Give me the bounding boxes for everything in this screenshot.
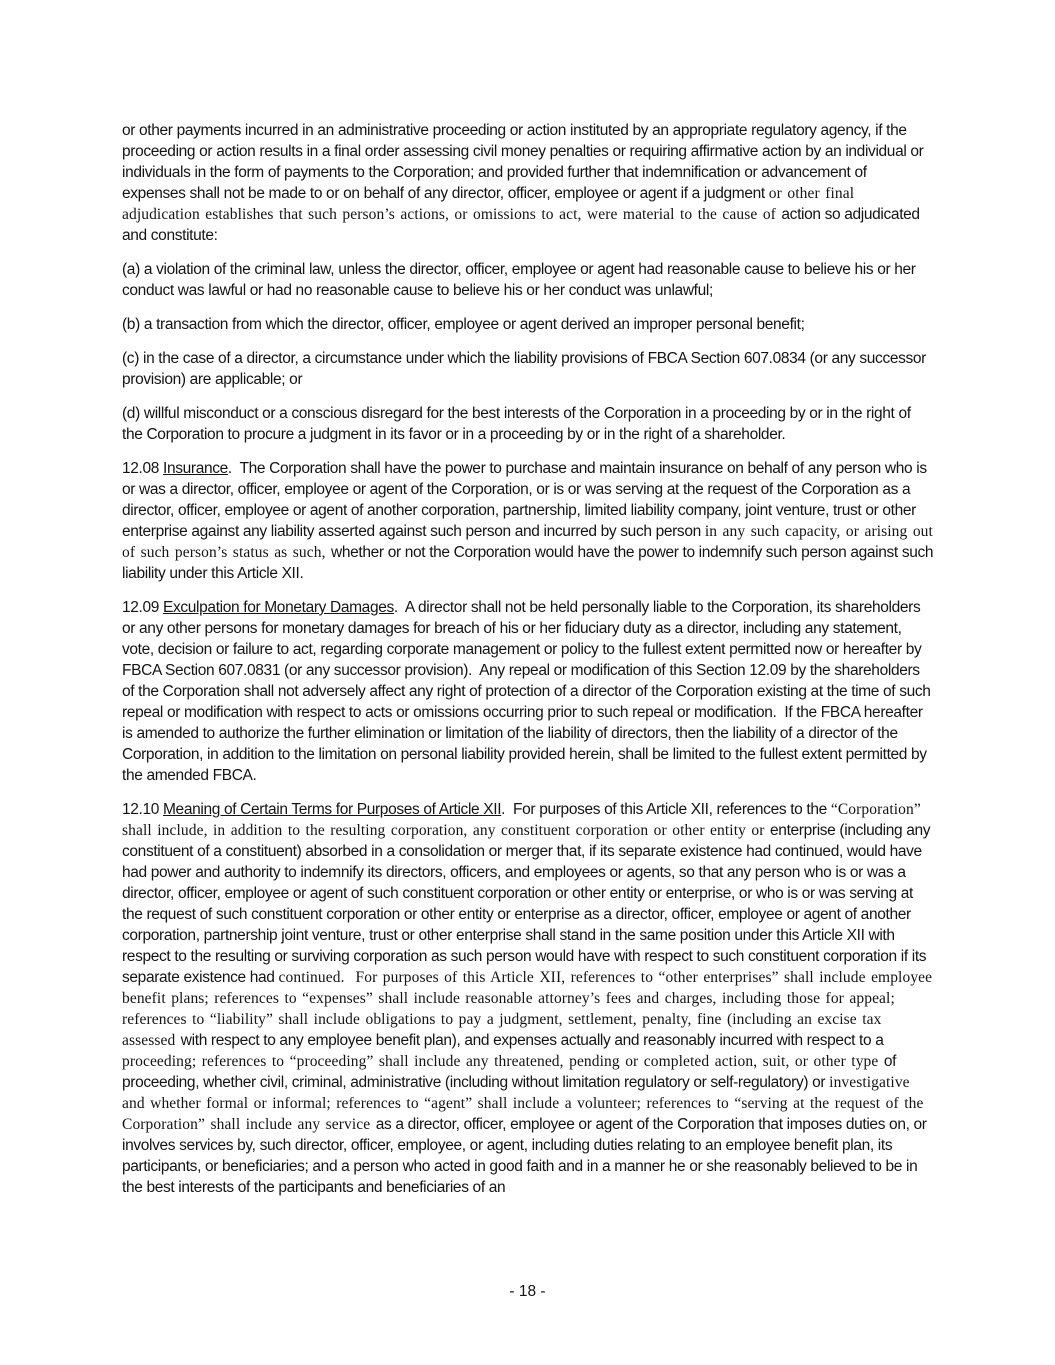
section-12-09-exculpation-for-monetary-damages — [122, 597, 934, 786]
text-run: whether or not the Corporation would have the power to indemnify such person against such liability under this Article XII. — [122, 544, 938, 582]
text-run: of proceeding, whether civil, criminal, administrative (including without limitation regulatory or self-regulatory) or — [122, 1053, 901, 1091]
text-run: (c) in the case of a director, a circumstance under which the liability provisions of FBCA Section 607.0834 (or any successor provision) are applicable; or — [122, 350, 930, 388]
text-run: . The Corporation shall have the power to purchase and maintain insurance on behalf of any person who is or was a director, officer, employee or agent of the Corporation, or is or was serving at the request of the Corporation as a director, officer, employee or agent of another corporation, partnership, limited liability company, joint venture, trust or other enterprise against any liability asserted against such person and incurred by such person — [122, 460, 931, 540]
text-run: (b) a transaction from which the director, officer, employee or agent derived an improper personal benefit; — [122, 316, 805, 333]
text-run: or other payments incurred in an administrative proceeding or action instituted by an appropriate regulatory agency, if the proceeding or action results in a final order assessing civil money penalties or requiring affirmative action by an individual or individuals in the form of payments to the Corporation; and provided further that indemnification or advancement of expenses shall not be made to or on behalf of any director, officer, employee or agent if a judgment — [122, 122, 928, 202]
text-run: continued. For purposes of this Article XII, references to “other enterprises” shall include employee benefit plans; references to “expenses” shall include reasonable attorney’s fees and charges, including those for appeal; references to “liability” shall include obligations to pay a judgment, settlement, penalty, fine (including an excise tax assessed — [122, 969, 938, 1049]
text-run: Meaning of Certain Terms for Purposes of Article XII — [163, 801, 502, 818]
list-item-a — [122, 259, 934, 301]
text-run: 12.09 — [122, 599, 163, 616]
text-run: enterprise (including any constituent of a constituent) absorbed in a consolidation or merger that, if its separate existence had continued, would have had power and authority to indemnify its directors, officers, and employees or agents, so that any person who is or was a director, officer, employee or agent of such constituent corporation or other entity or enterprise, or who is or was serving at the request of such constituent corporation or other entity or enterprise as a director, officer, employee or agent of another corporation, partnership joint venture, trust or other enterprise shall stand in the same position under this Article XII with respect to the resulting or surviving corporation as such person would have with respect to such constituent corporation if its separate existence had — [122, 822, 935, 986]
text-run: (d) willful misconduct or a conscious disregard for the best interests of the Corporation in a proceeding by or in the right of the Corporation to procure a judgment in its favor or in a proceeding by or in the right of a shareholder. — [122, 405, 915, 443]
text-run: in any such capacity, or arising out of such person’s status as such, — [122, 523, 939, 561]
text-run: 12.08 — [122, 460, 163, 477]
text-run: “Corporation” shall include, in addition to the resulting corporation, any constituent corporation or other entity or — [122, 801, 927, 839]
text-run: as a director, officer, employee or agent of the Corporation that imposes duties on, or involves services by, such director, officer, employee, or agent, including duties relating to an employee benefit plan, its participants, or beneficiaries; and a person who acted in good faith and in a manner he or she reasonably believed to be in the best interests of the participants and beneficiaries of an — [122, 1116, 931, 1196]
text-run: investigative and whether formal or informal; references to “agent” shall include a volunteer; references to “serving at the request of the Corporation” shall include any service — [122, 1074, 929, 1133]
text-run: action so adjudicated and constitute: — [122, 206, 924, 244]
page-number: - 18 - — [509, 1283, 546, 1300]
text-run: . A director shall not be held personally liable to the Corporation, its shareholders or any other persons for monetary damages for breach of his or her fiduciary duty as a director, including any statement, vote, decision or failure to act, regarding corporate management or policy to the fullest extent permitted now or hereafter by FBCA Section 607.0831 (or any successor provision). Any repeal or modification of this Section 12.09 by the shareholders of the Corporation shall not adversely affect any right of protection of a director of the Corporation existing at the time of such repeal or modification with respect to acts or omissions occurring prior to such repeal or modification. If the FBCA hereafter is amended to authorize the further elimination or limitation of the liability of directors, then the liability of a director of the Corporation, in addition to the limitation on personal liability provided herein, shall be limited to the fullest extent permitted by the amended FBCA. — [122, 599, 935, 784]
text-column — [122, 120, 939, 1211]
list-item-b — [122, 314, 934, 335]
section-12-08-insurance — [122, 458, 939, 584]
text-run: (a) a violation of the criminal law, unless the director, officer, employee or agent had reasonable cause to believe his or her conduct was lawful or had no reasonable cause to believe his or her conduct was unlawful; — [122, 261, 920, 299]
text-run: with respect to any employee benefit plan), and expenses actually and reasonably incurred with respect to a — [180, 1032, 888, 1049]
text-run: . For purposes of this Article XII, references to the — [501, 801, 831, 818]
section-12-10-meaning-of-certain-terms — [122, 799, 938, 1198]
text-run: Insurance — [163, 460, 228, 477]
text-run: 12.10 — [122, 801, 163, 818]
text-run: proceeding; references to “proceeding” shall include any threatened, pending or completed action, suit, or other type — [122, 1053, 884, 1070]
text-run: or other final adjudication establishes that such person’s actions, or omissions to act, were material to the cause of — [122, 185, 860, 223]
list-item-c — [122, 348, 934, 390]
list-item-d — [122, 403, 934, 445]
text-run: Exculpation for Monetary Damages — [163, 599, 394, 616]
paragraph-continuation — [122, 120, 934, 246]
